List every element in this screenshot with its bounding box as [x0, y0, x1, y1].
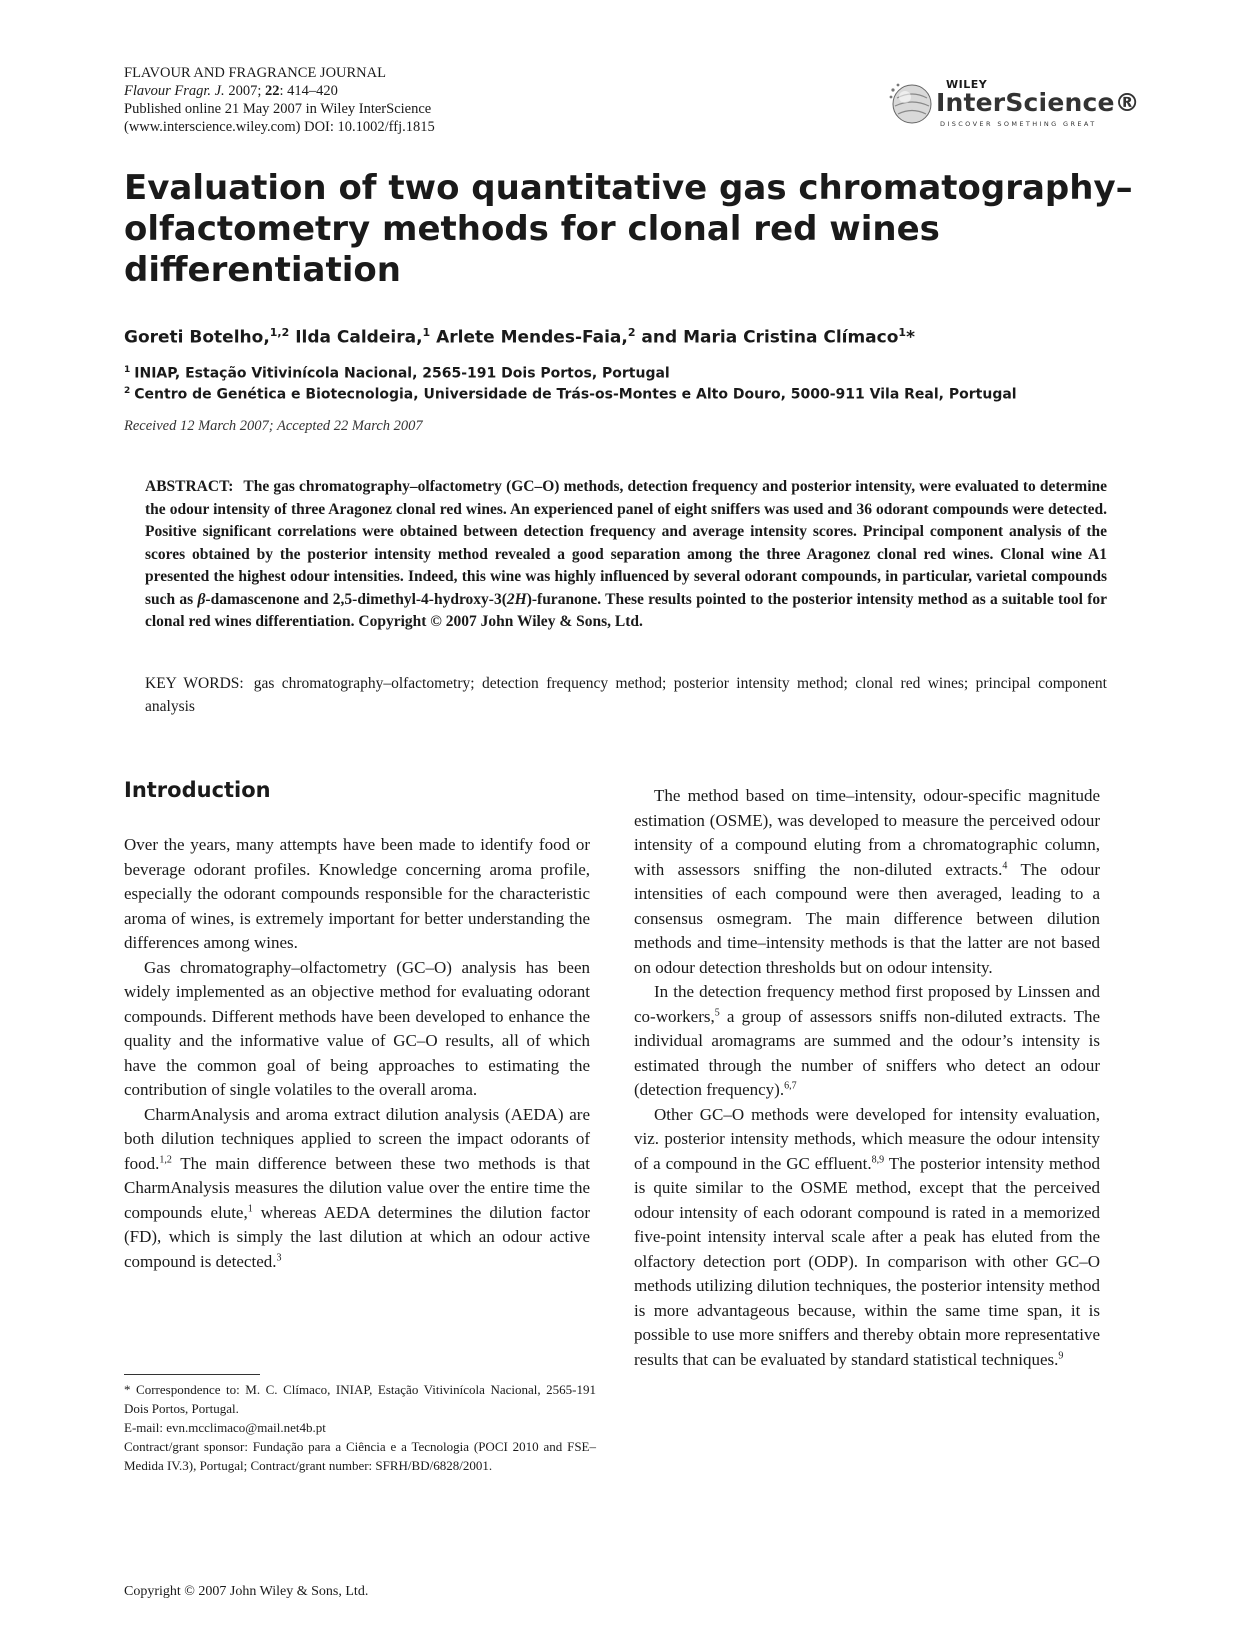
journal-header — [124, 64, 684, 136]
paragraph-text: The main difference between these two methods is that CharmAnalysis measures the dilution value over the entire time the compounds elute, — [124, 1153, 590, 1222]
abstract-text: -damascenone and 2,5-dimethyl-4-hydroxy-3( — [205, 590, 507, 608]
page-copyright: Copyright © 2007 John Wiley & Sons, Ltd. — [124, 1584, 369, 1599]
author-affiliation-mark: 1,2 — [269, 326, 290, 339]
citation-ref: 8,9 — [871, 1153, 885, 1165]
paragraph — [634, 784, 1100, 980]
abstract-label: ABSTRACT: — [145, 478, 234, 495]
affiliation-number: 1 — [124, 365, 131, 375]
paragraph — [634, 980, 1100, 1103]
published-online: Published online 21 May 2007 in Wiley InterScience — [124, 101, 432, 117]
paragraph-text: Other GC–O methods were developed for intensity evaluation, viz. posterior intensity methods, which measure the odour intensity of a compound in the GC effluent. — [634, 1104, 1100, 1173]
paragraph — [124, 1103, 590, 1275]
correspondence-note: * Correspondence to: M. C. Clímaco, INIAP, Estação Vitivinícola Nacional, 2565-191 Dois Portos, Portugal. — [124, 1382, 596, 1416]
title-line: Evaluation of two quantitative gas chromatography– — [124, 168, 1133, 208]
keywords-label: KEY WORDS: — [145, 675, 244, 692]
journal-name: FLAVOUR AND FRAGRANCE JOURNAL — [124, 65, 386, 81]
logo-tagline: DISCOVER SOMETHING GREAT — [940, 120, 1097, 128]
paragraph-text: In the detection frequency method first proposed by Linssen and co-workers, — [634, 982, 1100, 1026]
affiliation-text: Centro de Genética e Biotecnologia, Universidade de Trás-os-Montes e Alto Douro, 5000-911 Vila Real, Portugal — [134, 386, 1017, 403]
wiley-interscience-logo — [888, 78, 1140, 130]
citation-journal: Flavour Fragr. J. — [124, 83, 225, 99]
citation-ref: 1,2 — [159, 1153, 172, 1165]
corresponding-author-mark: * — [906, 327, 915, 348]
affiliation — [124, 365, 670, 382]
author: Ilda Caldeira, — [289, 327, 423, 348]
journal-citation — [124, 82, 684, 100]
abstract — [145, 476, 1107, 634]
wiley-wordmark: WILEY — [946, 78, 988, 91]
title-line: olfactometry methods for clonal red wines — [124, 209, 940, 249]
section-heading: Introduction — [124, 778, 271, 802]
doi-line: (www.interscience.wiley.com) DOI: 10.1002/ffj.1815 — [124, 119, 435, 135]
abstract-text: )-furanone. These results pointed to the posterior intensity method as a suitable tool for clonal red wines differentiation. Copyright © 2007 John Wiley & Sons, Ltd. — [145, 590, 1107, 630]
author-list — [124, 326, 915, 348]
citation-ref: 6,7 — [784, 1080, 797, 1092]
abstract-text: The gas chromatography–olfactometry (GC–O) methods, detection frequency and posterior intensity, were evaluated to determine the odour intensity of three Aragonez clonal red wines. An experienced panel of eight sniffers was used and 36 odorant compounds were detected. Positive significant correlations were obtained between detection frequency and average intensity scores. Principal component analysis of the scores obtained by the posterior intensity method revealed a good separation among the three Aragonez clonal red wines. Clonal wine A1 presented the highest odour intensities. Indeed, this wine was highly influenced by several odorant compounds, in particular, varietal compounds such as — [145, 478, 1107, 608]
author: Arlete Mendes-Faia, — [430, 327, 628, 348]
grant-note: Contract/grant sponsor: Fundação para a Ciência e a Tecnologia (POCI 2010 and FSE–Medida IV.3), Portugal; Contract/grant number: SFRH/BD/6828/2001. — [124, 1439, 596, 1473]
paragraph-text: whereas AEDA determines the dilution factor (FD), which is simply the last dilution at which an odour active compound is detected. — [124, 1202, 590, 1271]
affiliation-number: 2 — [124, 386, 131, 396]
left-column — [124, 833, 590, 1274]
article-title — [124, 168, 1133, 291]
keywords-text: gas chromatography–olfactometry; detection frequency method; posterior intensity method; clonal red wines; principal component analysis — [145, 675, 1107, 715]
email-note: E-mail: evn.mcclimaco@mail.net4b.pt — [124, 1420, 326, 1435]
author-affiliation-mark: 2 — [627, 326, 636, 339]
citation-year: 2007; — [224, 83, 265, 99]
paragraph-text: The posterior intensity method is quite similar to the OSME method, except that the perceived odour intensity of each odorant compound is rated in a memorized five-point intensity interval scale after a peak has eluted from the olfactory detection port (ODP). In comparison with other GC–O methods utilizing dilution techniques, the posterior intensity method is more advantageous because, within the same time span, it is possible to use more sniffers and thereby obtain more representative results that can be evaluated by standard statistical techniques. — [634, 1153, 1100, 1369]
interscience-wordmark: InterScience® — [936, 88, 1140, 117]
title-line: differentiation — [124, 250, 401, 290]
paragraph: Gas chromatography–olfactometry (GC–O) analysis has been widely implemented as an objective method for evaluating odorant compounds. Different methods have been developed to enhance the quality and the informative value of GC–O results, all of which have the common goal of being approaches to estimating the contribution of single volatiles to the overall aroma. — [124, 957, 590, 1099]
citation-ref: 1 — [247, 1202, 253, 1214]
keywords — [145, 673, 1107, 718]
author-affiliation-mark: 1 — [898, 326, 907, 339]
citation-pages: : 414–420 — [279, 83, 338, 99]
received-dates: Received 12 March 2007; Accepted 22 March 2007 — [124, 418, 423, 434]
beta-symbol: β — [197, 590, 206, 608]
citation-ref: 3 — [276, 1251, 282, 1263]
paragraph-text: a group of assessors sniffs non-diluted extracts. The individual aromagrams are summed and the odour’s intensity is estimated through the number of sniffers who detect an odour (detection frequency). — [634, 1006, 1100, 1099]
author: Goreti Botelho, — [124, 327, 270, 348]
paragraph-text: CharmAnalysis and aroma extract dilution analysis (AEDA) are both dilution techniques applied to screen the impact odorants of food. — [124, 1104, 590, 1173]
author: and Maria Cristina Clímaco — [635, 327, 899, 348]
affiliation — [124, 386, 1017, 403]
paragraph-text: The method based on time–intensity, odour-specific magnitude estimation (OSME), was developed to measure the perceived odour intensity of a compound eluting from a chromatographic column, with assessors sniffing the non-diluted extracts. — [634, 786, 1100, 879]
citation-ref: 5 — [714, 1006, 720, 1018]
citation-ref: 9 — [1058, 1349, 1064, 1361]
author-affiliation-mark: 1 — [422, 326, 431, 339]
citation-ref: 4 — [1002, 859, 1008, 871]
right-column — [634, 784, 1100, 1372]
footnote-divider — [124, 1374, 260, 1375]
footnotes — [124, 1380, 596, 1475]
paragraph — [634, 1103, 1100, 1373]
abstract-italic: 2H — [506, 590, 527, 608]
paragraph-text: The odour intensities of each compound were then averaged, leading to a consensus osmegram. The main difference between dilution methods and time–intensity methods is that the latter are not based on odour detection thresholds but on odour intensity. — [634, 859, 1100, 977]
globe-icon — [888, 80, 936, 128]
paragraph: Over the years, many attempts have been made to identify food or beverage odorant profiles. Knowledge concerning aroma profile, especially the odorant compounds responsible for the characteristic aroma of wines, is extremely important for better understanding the differences among wines. — [124, 835, 590, 952]
affiliation-text: INIAP, Estação Vitivinícola Nacional, 2565-191 Dois Portos, Portugal — [134, 365, 670, 382]
citation-volume: 22 — [264, 83, 280, 99]
